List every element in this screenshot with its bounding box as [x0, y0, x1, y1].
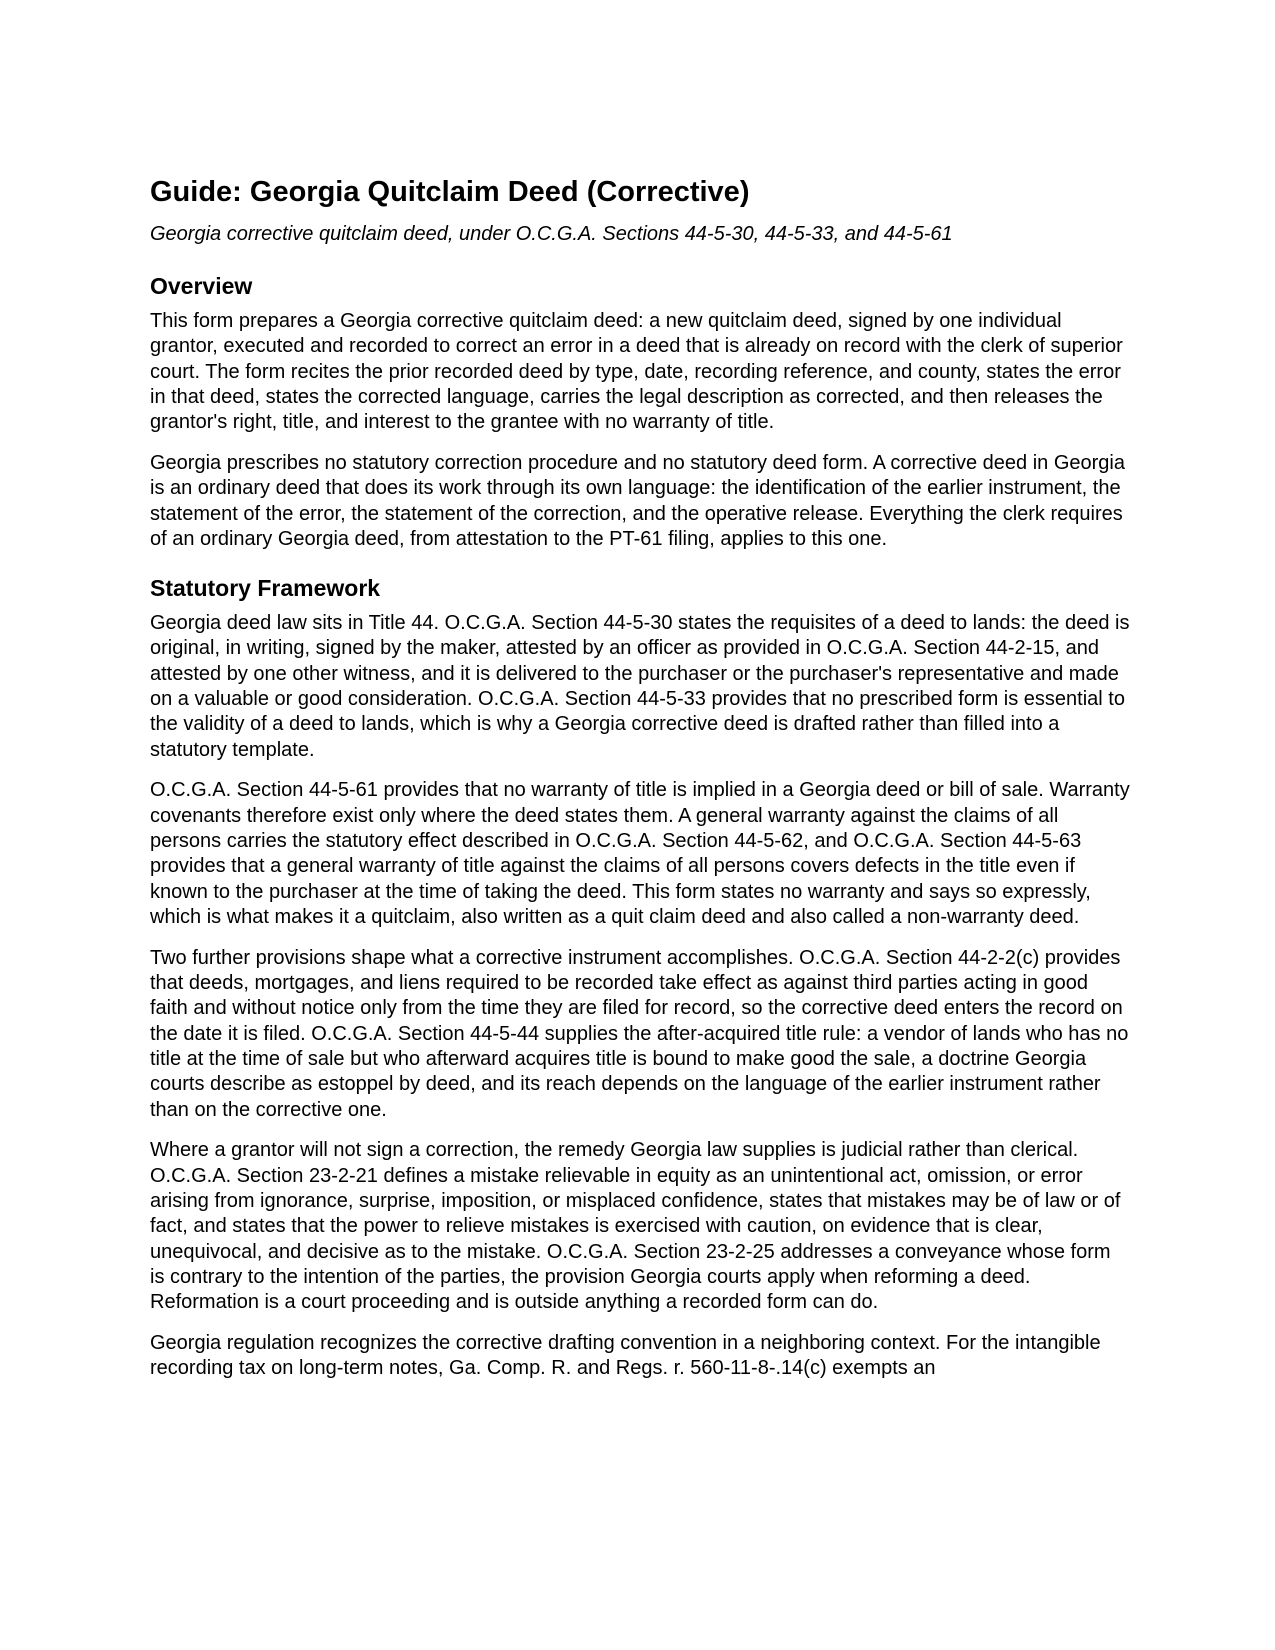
overview-paragraph-2: Georgia prescribes no statutory correction procedure and no statutory deed form. A corrective deed in Georgia is an ordinary deed that does its work through its own language: the identification of the earlier instrument, the statement of the error, the statement of the correction, and the operative release. Everything the clerk requires of an ordinary Georgia deed, from attestation to the PT-61 filing, applies to this one. [150, 451, 1125, 550]
framework-paragraph-4: Where a grantor will not sign a correction, the remedy Georgia law supplies is judicial rather than clerical. O.C.G.A. Section 23-2-21 defines a mistake relievable in equity as an unintentional act, omission, or error arising from ignorance, surprise, imposition, or misplaced confidence, states that mistakes may be of law or of fact, and states that the power to relieve mistakes is exercised with caution, on evidence that is clear, unequivocal, and decisive as to the mistake. O.C.G.A. Section 23-2-25 addresses a conveyance whose form is contrary to the intention of the parties, the provision Georgia courts apply when reforming a deed. Reformation is a court proceeding and is outside anything a recorded form can do. [150, 1139, 1121, 1314]
document-subtitle: Georgia corrective quitclaim deed, under O.C.G.A. Sections 44-5-30, 44-5-33, and 44-5-61 [150, 223, 953, 245]
framework-paragraph-3: Two further provisions shape what a corrective instrument accomplishes. O.C.G.A. Section 44-2-2(c) provides that deeds, mortgages, and liens required to be recorded take effect as against third parties acting in good faith and without notice only from the time they are filed for record, so the corrective deed enters the record on the date it is filed. O.C.G.A. Section 44-5-44 supplies the after-acquired title rule: a vendor of lands who has no title at the time of sale but who afterward acquires title is bound to make good the sale, a doctrine Georgia courts describe as estoppel by deed, and its reach depends on the language of the earlier instrument rather than on the corrective one. [150, 946, 1129, 1121]
framework-paragraph-2: O.C.G.A. Section 44-5-61 provides that no warranty of title is implied in a Georgia deed or bill of sale. Warranty covenants therefore exist only where the deed states them. A general warranty against the claims of all persons carries the statutory effect described in O.C.G.A. Section 44-5-62, and O.C.G.A. Section 44-5-63 provides that a general warranty of title against the claims of all persons covers defects in the title even if known to the purchaser at the time of taking the deed. This form states no warranty and says so expressly, which is what makes it a quitclaim, also written as a quit claim deed and also called a non-warranty deed. [150, 779, 1130, 928]
document-page [150, 172, 1130, 1381]
overview-paragraph-1: This form prepares a Georgia corrective quitclaim deed: a new quitclaim deed, signed by one individual grantor, executed and recorded to correct an error in a deed that is already on record with the clerk of superior court. The form recites the prior recorded deed by type, date, recording reference, and county, states the error in that deed, states the corrected language, carries the legal description as corrected, and then releases the grantor's right, title, and interest to the grantee with no warranty of title. [150, 310, 1123, 434]
document-title: Guide: Georgia Quitclaim Deed (Corrective) [150, 176, 750, 208]
framework-paragraph-1: Georgia deed law sits in Title 44. O.C.G.A. Section 44-5-30 states the requisites of a deed to lands: the deed is original, in writing, signed by the maker, attested by an officer as provided in O.C.G.A. Section 44-2-15, and attested by one other witness, and it is delivered to the purchaser or the purchaser's representative and made on a valuable or good consideration. O.C.G.A. Section 44-5-33 provides that no prescribed form is essential to the validity of a deed to lands, which is why a Georgia corrective deed is drafted rather than filled into a statutory template. [150, 612, 1130, 761]
framework-paragraph-5: Georgia regulation recognizes the corrective drafting convention in a neighboring context. For the intangible recording tax on long-term notes, Ga. Comp. R. and Regs. r. 560-11-8-.14(c) exempts an [150, 1331, 1101, 1380]
section-heading-overview: Overview [150, 273, 253, 299]
section-heading-statutory-framework: Statutory Framework [150, 575, 381, 602]
